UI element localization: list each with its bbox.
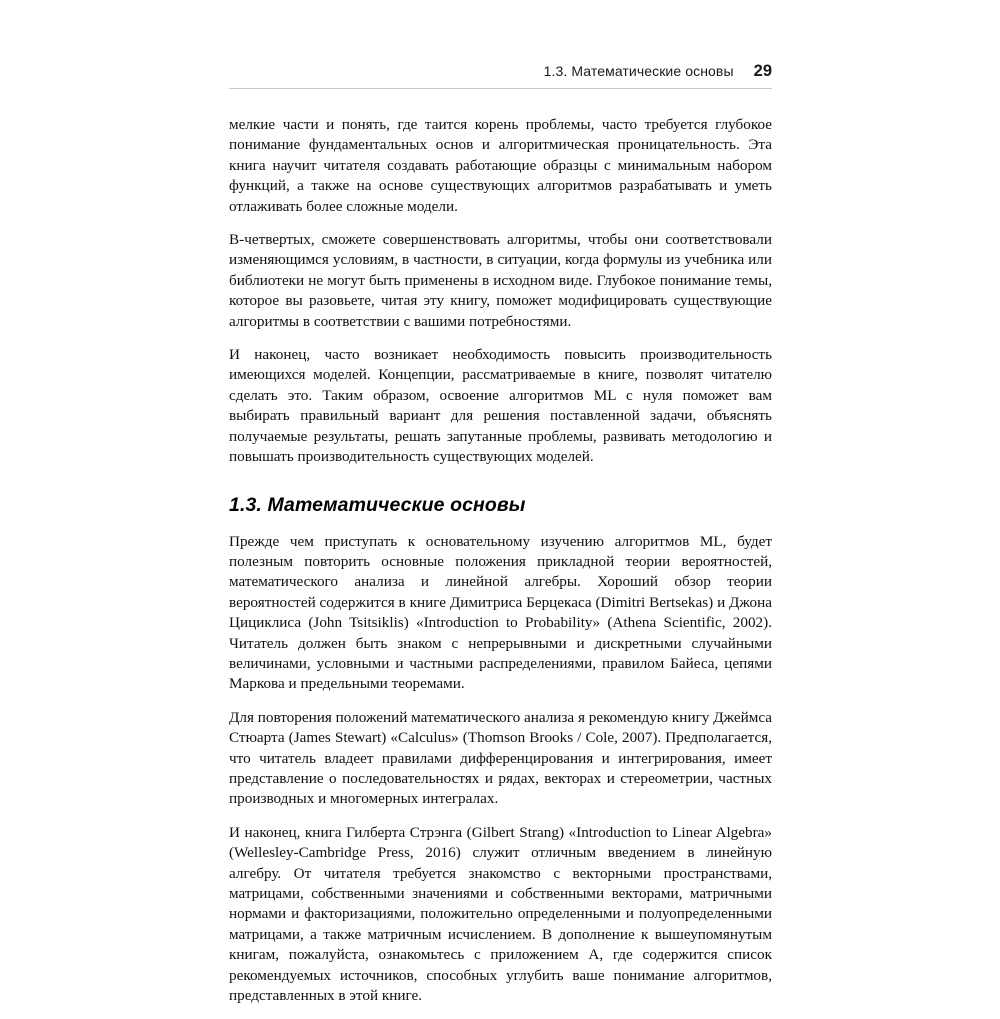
paragraph: В-четвертых, сможете совершенствовать алгоритмы, чтобы они соответствовали изменяющимся условиям, в частности, в ситуации, когда формулы из учебника или библиотеки не могут быть применены в исходном виде. Глубокое понимание темы, которое вы разовьете, читая эту книгу, поможет модифицировать существующие алгоритмы в соответствии с вашими потребностями. xyxy=(229,231,772,330)
book-page xyxy=(229,62,772,1019)
running-head-title: 1.3. Математические основы xyxy=(543,63,734,79)
running-head xyxy=(229,62,772,89)
paragraph: И наконец, часто возникает необходимость повысить производительность имеющихся моделей. Концепции, рассматриваемые в книге, позволят читателю сделать это. Таким образом, освоение алгоритмов ML с нуля поможет вам выбирать правильный вариант для решения поставленной задачи, объяснять получаемые результаты, решать запутанные проблемы, развивать методологию и повышать производительность существующих моделей. xyxy=(229,346,772,466)
paragraph: мелкие части и понять, где таится корень проблемы, часто требуется глубокое понимание фундаментальных основ и алгоритмическая проницательность. Эта книга научит читателя создавать работающие образцы с минимальным набором функций, а также на основе существующих алгоритмов разрабатывать и уметь отлаживать более сложные модели. xyxy=(229,116,772,215)
section-heading: 1.3. Математические основы xyxy=(229,493,526,516)
paragraph: И наконец, книга Гилберта Стрэнга (Gilbert Strang) «Introduction to Linear Algebra» (Wellesley-Cambridge Press, 2016) служит отличным введением в линейную алгебру. От читателя требуется знакомство с векторными пространствами, матрицами, собственными значениями и собственными векторами, матричными нормами и факторизациями, положительно определенными и полуопределенными матрицами, а также матричным исчислением. В дополнение к вышеупомянутым книгам, пожалуйста, ознакомьтесь с приложением А, где содержится список рекомендуемых источников, способных углубить ваше понимание алгоритмов, представленных в этой книге. xyxy=(229,823,772,1005)
page-number: 29 xyxy=(753,62,772,80)
paragraph: Прежде чем приступать к основательному изучению алгоритмов ML, будет полезным повторить основные положения прикладной теории вероятностей, математического анализа и линейной алгебры. Хороший обзор теории вероятностей содержится в книге Димитриса Берцекаса (Dimitri Bertsekas) и Джона Цициклиса (John Tsitsiklis) «Introduction to Probability» (Athena Scientific, 2002). Читатель должен быть знаком с непрерывными и дискретными случайными величинами, условными и частными распределениями, правилом Байеса, цепями Маркова и предельными теоремами. xyxy=(229,532,772,693)
page-body xyxy=(229,115,772,1006)
paragraph: Для повторения положений математического анализа я рекомендую книгу Джеймса Стюарта (James Stewart) «Calculus» (Thomson Brooks / Cole, 2007). Предполагается, что читатель владеет правилами дифференцирования и интегрирования, имеет представление о последовательностях и рядах, векторах и стереометрии, частных производных и многомерных интегралах. xyxy=(229,708,772,808)
